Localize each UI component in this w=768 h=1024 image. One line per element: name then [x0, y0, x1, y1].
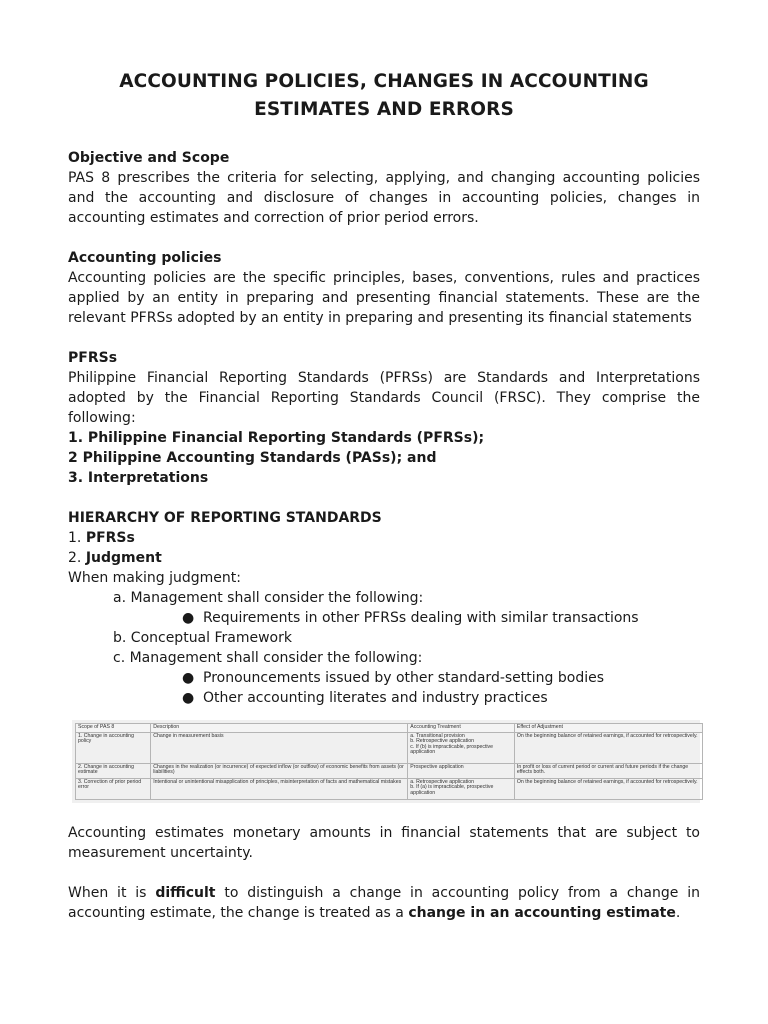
table-row [76, 763, 703, 778]
objective-section [68, 148, 700, 228]
policies-section [68, 248, 700, 328]
pfrss-item-3: 3. Interpretations [68, 470, 209, 486]
judgment-item-b: b. Conceptual Framework [113, 630, 292, 646]
bullet-dot: ● [182, 670, 195, 686]
judgment-c-bullet-2: ● Other accounting literates and industry practices [182, 690, 548, 706]
title-line-1: ACCOUNTING POLICIES, CHANGES IN ACCOUNTING [119, 71, 649, 92]
table-row [76, 732, 703, 763]
table-cell: Changes in the realization (or incurrence) of expected inflow (or outflow) of economic benefits from assets (or liabilities) [151, 763, 408, 778]
pas8-table-image [72, 720, 700, 803]
hierarchy-item-2: 2. Judgment [68, 550, 162, 566]
objective-body: PAS 8 prescribes the criteria for selecting, applying, and changing accounting policies and the accounting and disclosure of changes in accounting policies, changes in accounting estimates and correction of prior period errors. [68, 170, 700, 226]
hierarchy-item-1: 1. PFRSs [68, 530, 135, 546]
difficult-section [68, 883, 700, 923]
document-content [68, 68, 700, 923]
pfrss-heading: PFRSs [68, 350, 118, 366]
table-row [76, 778, 703, 799]
pas8-table [75, 723, 703, 800]
table-cell: Change in measurement basis [151, 732, 408, 763]
table-cell: On the beginning balance of retained earnings, if accounted for retrospectively. [514, 732, 702, 763]
table-cell: On the beginning balance of retained earnings, if accounted for retrospectively. [514, 778, 702, 799]
policies-body: Accounting policies are the specific principles, bases, conventions, rules and practices applied by an entity in preparing and presenting financial statements. These are the relevant PFRSs adopted by an entity in preparing and presenting its financial statements [68, 270, 700, 326]
table-cell: 3. Correction of prior period error [76, 778, 151, 799]
table-cell: In profit or loss of current period or current and future periods if the change effects both. [514, 763, 702, 778]
document-title [68, 68, 700, 124]
judgment-c-bullet-1: ● Pronouncements issued by other standard-setting bodies [182, 670, 605, 686]
hierarchy-heading: HIERARCHY OF REPORTING STANDARDS [68, 510, 382, 526]
bullet-dot: ● [182, 610, 195, 626]
table-cell: Prospective application [408, 763, 515, 778]
table-cell: Intentional or unintentional misapplication of principles, misinterpretation of facts and mathematical mistakes [151, 778, 408, 799]
judgment-item-c: c. Management shall consider the following: [113, 650, 423, 666]
difficult-body: When it is difficult to distinguish a change in accounting policy from a change in accounting estimate, the change is treated as a change in an accounting estimate. [68, 884, 700, 921]
pfrss-section [68, 348, 700, 488]
table-cell: a. Transitional provision b. Retrospective application c. If (b) is impracticable, prospective application [408, 732, 515, 763]
table-cell: 2. Change in accounting estimate [76, 763, 151, 778]
table-header-cell: Effect of Adjustment [514, 724, 702, 733]
objective-heading: Objective and Scope [68, 150, 230, 166]
table-header-row [76, 724, 703, 733]
title-line-2: ESTIMATES AND ERRORS [254, 99, 514, 120]
table-cell: a. Retrospective application b. If (a) is impracticable, prospective application [408, 778, 515, 799]
hierarchy-section [68, 508, 700, 708]
estimates-body: Accounting estimates monetary amounts in financial statements that are subject to measurement uncertainty. [68, 824, 700, 861]
judgment-a-bullet: ● Requirements in other PFRSs dealing with similar transactions [182, 610, 639, 626]
table-cell: 1. Change in accounting policy [76, 732, 151, 763]
table-header-cell: Accounting Treatment [408, 724, 515, 733]
judgment-item-a: a. Management shall consider the following: [113, 590, 424, 606]
pfrss-item-1: 1. Philippine Financial Reporting Standards (PFRSs); [68, 430, 485, 446]
bullet-dot: ● [182, 690, 195, 706]
estimates-section [68, 823, 700, 863]
pfrss-body: Philippine Financial Reporting Standards (PFRSs) are Standards and Interpretations adopted by the Financial Reporting Standards Council (FRSC). They comprise the following: [68, 370, 700, 426]
table-header-cell: Scope of PAS 8 [76, 724, 151, 733]
judgment-intro: When making judgment: [68, 570, 241, 586]
policies-heading: Accounting policies [68, 250, 222, 266]
table-header-cell: Description [151, 724, 408, 733]
pfrss-item-2: 2 Philippine Accounting Standards (PASs); and [68, 450, 437, 466]
